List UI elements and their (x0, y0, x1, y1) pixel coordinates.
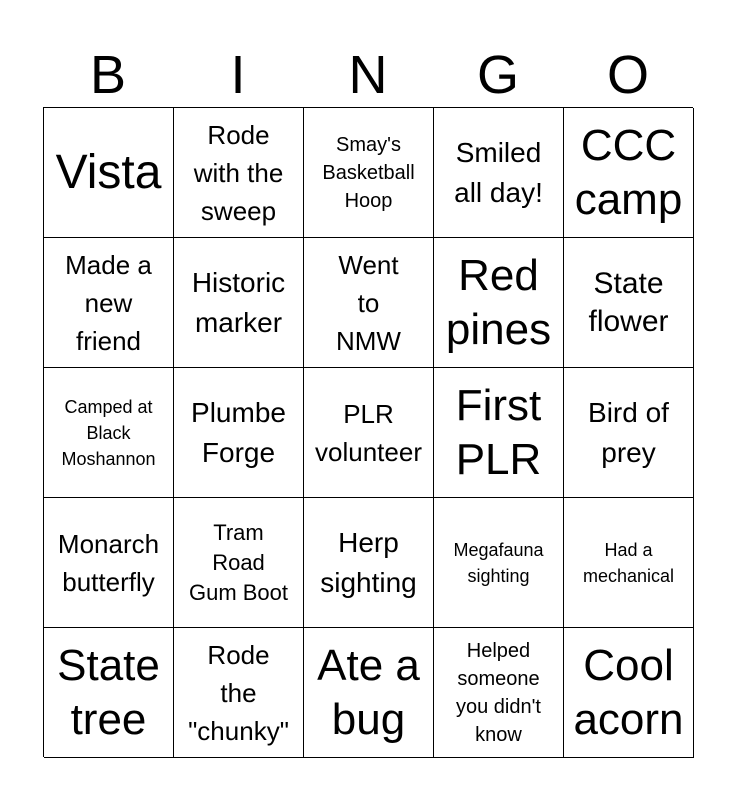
bingo-cell[interactable]: Smay's Basketball Hoop (304, 108, 434, 238)
bingo-cell[interactable]: Historic marker (174, 238, 304, 368)
bingo-cell[interactable]: Herp sighting (304, 498, 434, 628)
bingo-cell[interactable]: Rode the "chunky" (174, 628, 304, 758)
bingo-cell[interactable]: Tram Road Gum Boot (174, 498, 304, 628)
bingo-cell[interactable]: Made a new friend (44, 238, 174, 368)
bingo-cell[interactable]: CCC camp (564, 108, 694, 238)
bingo-cell[interactable]: Vista (44, 108, 174, 238)
bingo-cell[interactable]: State flower (564, 238, 694, 368)
bingo-cell[interactable]: Rode with the sweep (174, 108, 304, 238)
bingo-grid (43, 107, 693, 757)
bingo-cell[interactable]: Monarch butterfly (44, 498, 174, 628)
header-letter-b: B (89, 45, 127, 105)
bingo-cell[interactable]: Plumbe Forge (174, 368, 304, 498)
bingo-cell[interactable]: Smiled all day! (434, 108, 564, 238)
header-letter-g: G (476, 45, 519, 105)
bingo-cell[interactable]: Had a mechanical (564, 498, 694, 628)
bingo-cell[interactable]: PLR volunteer (304, 368, 434, 498)
bingo-cell[interactable]: Went to NMW (304, 238, 434, 368)
bingo-cell[interactable]: First PLR (434, 368, 564, 498)
header-letter-o: O (606, 45, 649, 105)
bingo-cell[interactable]: State tree (44, 628, 174, 758)
bingo-cell[interactable]: Cool acorn (564, 628, 694, 758)
header-letter-i: I (230, 45, 246, 105)
bingo-cell[interactable]: Camped at Black Moshannon (44, 368, 174, 498)
bingo-cell[interactable]: Red pines (434, 238, 564, 368)
bingo-cell[interactable]: Bird of prey (564, 368, 694, 498)
header-letter-n: N (348, 45, 388, 105)
bingo-cell[interactable]: Megafauna sighting (434, 498, 564, 628)
bingo-header (43, 44, 693, 106)
bingo-cell[interactable]: Ate a bug (304, 628, 434, 758)
bingo-cell[interactable]: Helped someone you didn't know (434, 628, 564, 758)
